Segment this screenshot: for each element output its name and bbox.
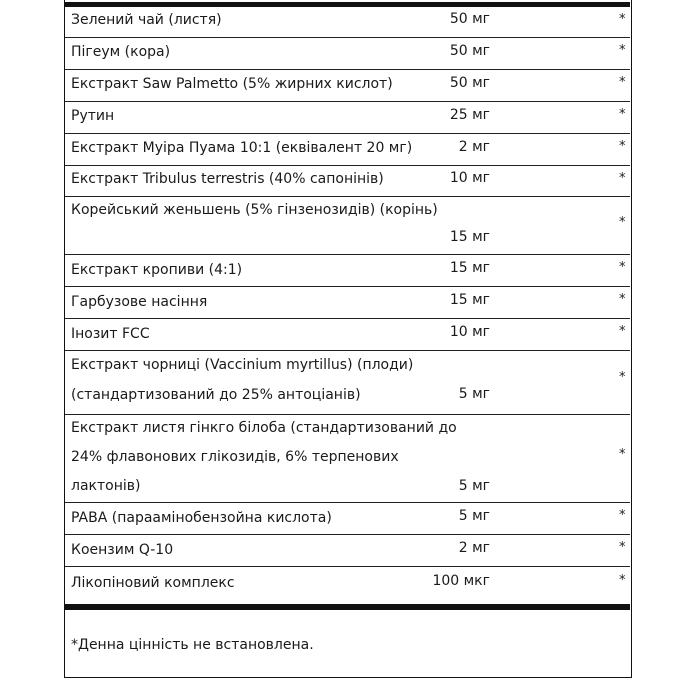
ingredient-row [65, 415, 630, 503]
ingredient-row [65, 255, 630, 287]
daily-value-asterisk: * [619, 171, 626, 186]
ingredient-name-line-1: Екстракт чорниці (Vaccinium myrtillus) (плоди) [71, 357, 414, 373]
ingredient-name: Лікопіновий комплекс [71, 575, 235, 591]
ingredient-amount: 2 мг [458, 139, 490, 155]
daily-value-asterisk: * [619, 139, 626, 154]
ingredient-amount: 5 мг [458, 478, 490, 494]
ingredient-name: Екстракт Муіра Пуама 10:1 (еквівалент 20 мг) [71, 140, 413, 156]
ingredient-amount: 5 мг [458, 386, 490, 402]
ingredient-amount: 15 мг [449, 229, 490, 245]
ingredient-row [65, 7, 630, 38]
ingredient-amount: 15 мг [449, 260, 490, 276]
supplement-facts-panel [64, 0, 632, 678]
ingredient-row [65, 287, 630, 319]
ingredient-name: Зелений чай (листя) [71, 12, 222, 28]
ingredient-row [65, 197, 630, 255]
ingredient-row [65, 134, 630, 166]
daily-value-asterisk: * [619, 292, 626, 307]
ingredient-row [65, 535, 630, 567]
ingredient-amount: 100 мкг [432, 573, 490, 589]
ingredient-amount: 10 мг [449, 324, 490, 340]
ingredient-row [65, 567, 630, 604]
daily-value-asterisk: * [619, 43, 626, 58]
ingredient-row [65, 70, 630, 102]
ingredient-row [65, 503, 630, 535]
ingredient-name: Екстракт Saw Palmetto (5% жирних кислот) [71, 76, 393, 92]
daily-value-asterisk: * [619, 107, 626, 122]
ingredient-name-line-2: 24% флавонових глікозидів, 6% терпенових [71, 449, 399, 465]
ingredient-amount: 10 мг [449, 170, 490, 186]
daily-value-asterisk: * [619, 215, 626, 230]
daily-value-asterisk: * [619, 370, 626, 385]
ingredient-row [65, 102, 630, 134]
daily-value-asterisk: * [619, 324, 626, 339]
ingredient-row [65, 166, 630, 197]
ingredient-row [65, 38, 630, 70]
ingredient-name: Екстракт кропиви (4:1) [71, 262, 243, 278]
daily-value-asterisk: * [619, 540, 626, 555]
daily-value-asterisk: * [619, 12, 626, 27]
ingredient-name: Корейський женьшень (5% гінзенозидів) (корінь) [71, 202, 438, 218]
ingredient-name-line-3: лактонів) [71, 478, 141, 494]
ingredient-name: Рутин [71, 108, 115, 124]
footnote: *Денна цінність не встановлена. [71, 637, 314, 653]
bottom-divider [65, 604, 630, 610]
ingredient-amount: 25 мг [449, 107, 490, 123]
ingredient-amount: 50 мг [449, 43, 490, 59]
ingredient-amount: 5 мг [458, 508, 490, 524]
ingredient-name-line-2: (стандартизований до 25% антоціанів) [71, 387, 361, 403]
ingredient-name: Пігеум (кора) [71, 44, 171, 60]
ingredient-name-line-1: Екстракт листя гінкго білоба (стандартизований до [71, 420, 457, 436]
daily-value-asterisk: * [619, 260, 626, 275]
ingredient-name: Екстракт Tribulus terrestris (40% сапонінів) [71, 171, 384, 187]
ingredient-name: Гарбузове насіння [71, 294, 208, 310]
ingredient-amount: 50 мг [449, 75, 490, 91]
ingredient-amount: 50 мг [449, 11, 490, 27]
daily-value-asterisk: * [619, 508, 626, 523]
daily-value-asterisk: * [619, 447, 626, 462]
daily-value-asterisk: * [619, 75, 626, 90]
ingredient-row [65, 319, 630, 351]
ingredient-amount: 15 мг [449, 292, 490, 308]
ingredient-row [65, 351, 630, 415]
daily-value-asterisk: * [619, 573, 626, 588]
ingredient-name: Коензим Q-10 [71, 542, 174, 558]
ingredient-name: Інозит FCC [71, 326, 150, 342]
ingredient-amount: 2 мг [458, 540, 490, 556]
ingredient-name: PABA (параамінобензойна кислота) [71, 510, 332, 526]
